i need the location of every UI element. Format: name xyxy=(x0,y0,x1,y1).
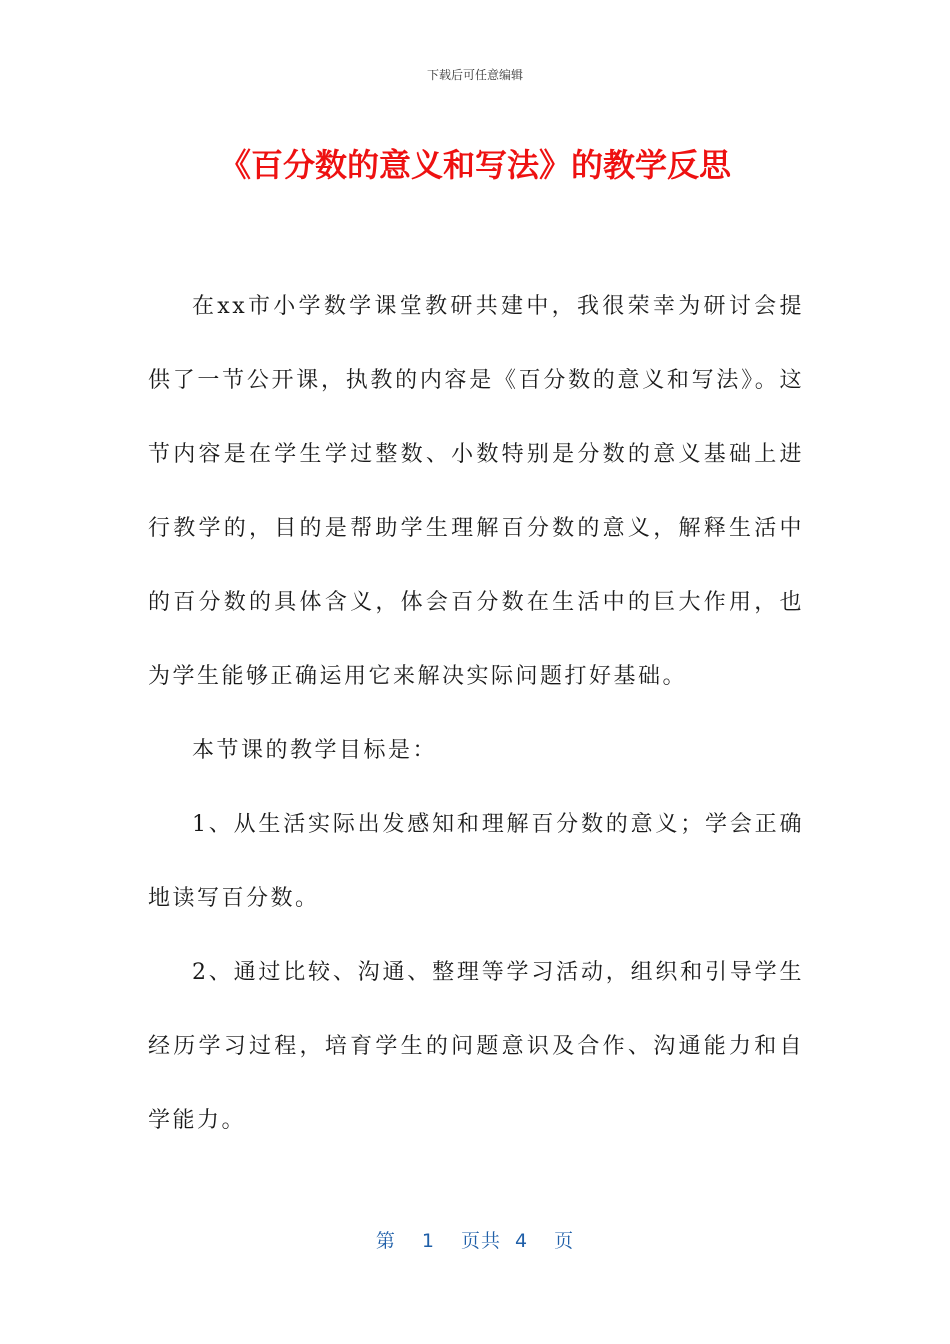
document-title: 《百分数的意义和写法》的教学反思 xyxy=(218,146,731,184)
page-prefix: 第 xyxy=(375,1230,396,1252)
paragraph-objective-2: 2、通过比较、沟通、整理等学习活动，组织和引导学生经历学习过程，培育学生的问题意识及合作、沟通能力和自学能力。 xyxy=(148,960,804,1133)
page-middle: 页共 xyxy=(460,1230,501,1252)
paragraph-objectives-heading: 本节课的教学目标是： xyxy=(192,738,438,763)
page-total: 4 xyxy=(515,1230,529,1252)
header-note: 下载后可任意编辑 xyxy=(426,68,523,82)
page-suffix: 页 xyxy=(554,1230,575,1252)
paragraph-intro: 在xx市小学数学课堂教研共建中，我很荣幸为研讨会提供了一节公开课，执教的内容是《百分数的意义和写法》。这节内容是在学生学过整数、小数特别是分数的意义基础上进行教学的，目的是帮助学生理解百分数的意义，解释生活中的百分数的具体含义，体会百分数在生活中的巨大作用，也为学生能够正确运用它来解决实际问题打好基础。 xyxy=(148,294,804,689)
page-number: 1 xyxy=(421,1230,435,1252)
document-body xyxy=(148,270,804,1158)
paragraph-objective-1: 1、从生活实际出发感知和理解百分数的意义；学会正确地读写百分数。 xyxy=(148,812,804,911)
page-footer xyxy=(0,1226,950,1253)
